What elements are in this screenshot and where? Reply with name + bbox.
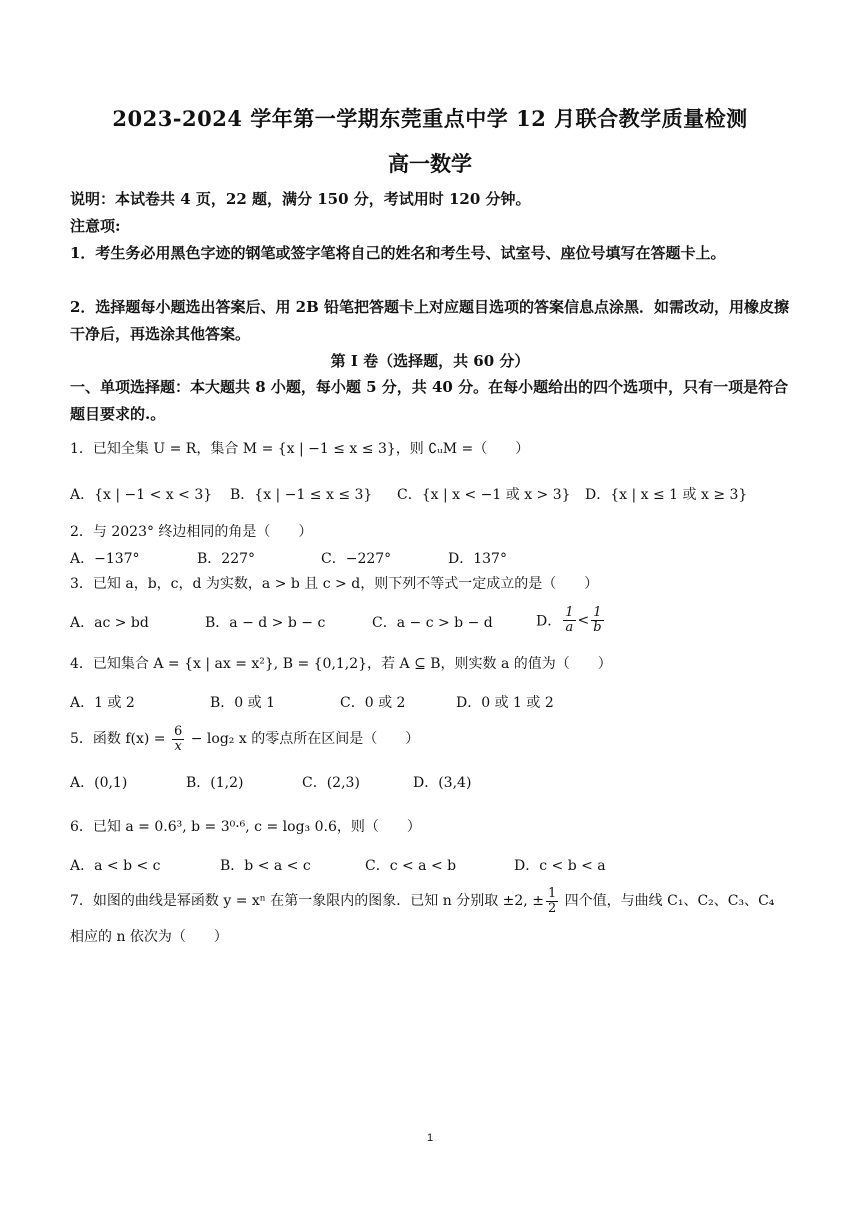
attention-item-2: 2．选择题每小题选出答案后、用 2B 铅笔把答题卡上对应题目选项的答案信息点涂黑．如需改动，用橡皮擦干净后，再选涂其他答案。 [70, 298, 790, 343]
q1-option-c: C．{x | x < −1 或 x > 3} [397, 487, 571, 503]
question-5-stem [70, 720, 794, 758]
q1-option-a: A．{x | −1 < x < 3} [70, 487, 213, 503]
q3-option-b: B．a − d > b − c [205, 615, 326, 631]
q3-option-d [536, 606, 606, 635]
question-5-options [70, 772, 810, 798]
question-2-stem: 2．与 2023° 终边相同的角是（ ） [70, 524, 313, 540]
q5-stem-post: − log₂ x 的零点所在区间是（ ） [186, 731, 420, 747]
q4-option-a: A．1 或 2 [70, 695, 135, 711]
question-2-options [70, 548, 810, 574]
q3-optd-num-2: 1 [591, 606, 603, 621]
q3-option-d-label: D． [536, 613, 562, 630]
q1-option-b: B．{x | −1 ≤ x ≤ 3} [230, 487, 373, 503]
attention-item-1: 1．考生务必用黑色字迹的钢笔或签字笔将自己的姓名和考生号、试室号、座位号填写在答题卡上。 [70, 244, 726, 262]
q5-option-b: B．(1,2) [186, 775, 244, 791]
q4-option-b: B．0 或 1 [210, 695, 276, 711]
q3-optd-den-1: a [565, 620, 574, 635]
q5-option-d: D．(3,4) [413, 775, 472, 791]
section-intro: 一、单项选择题：本大题共 8 小题，每小题 5 分，共 40 分。在每小题给出的四个选项中，只有一项是符合题目要求的.。 [70, 378, 789, 423]
q6-option-a: A．a < b < c [70, 858, 161, 874]
q7-frac [546, 887, 558, 916]
q7-stem-post: 四个值，与曲线 C₁、C₂、C₃、C₄ [560, 893, 775, 909]
exam-subject: 高一数学 [388, 151, 472, 176]
q3-optd-frac-1 [563, 606, 575, 635]
question-1-stem: 1．已知全集 U = R，集合 M = {x | −1 ≤ x ≤ 3}，则 ∁ᵤM =（ ） [70, 441, 530, 457]
question-6-stem: 6．已知 a = 0.6³, b = 3⁰·⁶, c = log₃ 0.6，则（ ） [70, 819, 421, 835]
question-6-options [70, 855, 810, 881]
question-4-options [70, 692, 810, 718]
question-1-options [70, 484, 810, 510]
section-label: 第 I 卷（选择题，共 60 分） [330, 352, 530, 370]
q6-option-b: B．b < a < c [220, 858, 311, 874]
q5-frac-num: 6 [174, 723, 183, 739]
q3-option-a: A．ac > bd [70, 615, 149, 631]
q6-option-d: D．c < b < a [514, 858, 606, 874]
q2-option-c: C．−227° [321, 551, 392, 567]
q3-optd-frac-2 [591, 606, 603, 635]
exam-description: 说明：本试卷共 4 页，22 题，满分 150 分，考试用时 120 分钟。 [70, 190, 531, 208]
question-7-stem [70, 882, 794, 920]
q7-frac-num: 1 [547, 885, 557, 901]
question-3-options [70, 606, 810, 642]
q5-frac-den: x [174, 738, 182, 754]
q3-optd-num-1: 1 [565, 605, 574, 620]
q7-frac-den: 2 [547, 900, 557, 916]
q5-frac [172, 725, 184, 754]
q5-option-c: C．(2,3) [302, 775, 360, 791]
q3-optd-relation: < [577, 612, 590, 629]
q4-option-d: D．0 或 1 或 2 [456, 695, 554, 711]
q3-option-c: C．a − c > b − d [372, 615, 493, 631]
q5-option-a: A．(0,1) [70, 775, 128, 791]
q2-option-d: D．137° [448, 551, 507, 567]
question-7-stem-line-2: 相应的 n 依次为（ ） [70, 929, 228, 945]
exam-title: 2023-2024 学年第一学期东莞重点中学 12 月联合教学质量检测 [112, 106, 748, 131]
q6-option-c: C．c < a < b [365, 858, 457, 874]
q2-option-a: A．−137° [70, 551, 140, 567]
attention-heading: 注意项: [70, 217, 121, 235]
q5-stem-pre: 5．函数 f(x) = [70, 731, 170, 747]
q4-option-c: C．0 或 2 [340, 695, 406, 711]
page-number: 1 [426, 1132, 434, 1144]
question-3-stem: 3．已知 a，b，c，d 为实数，a > b 且 c > d，则下列不等式一定成立的是（ ） [70, 576, 599, 592]
q7-stem-pre: 7．如图的曲线是幂函数 y = xⁿ 在第一象限内的图象．已知 n 分别取 ±2, ± [70, 893, 544, 909]
question-4-stem: 4．已知集合 A = {x | ax = x²}, B = {0,1,2}，若 A ⊆ B，则实数 a 的值为（ ） [70, 656, 612, 672]
q2-option-b: B．227° [197, 551, 256, 567]
q1-option-d: D．{x | x ≤ 1 或 x ≥ 3} [585, 487, 748, 503]
q3-optd-den-2: b [593, 620, 602, 635]
